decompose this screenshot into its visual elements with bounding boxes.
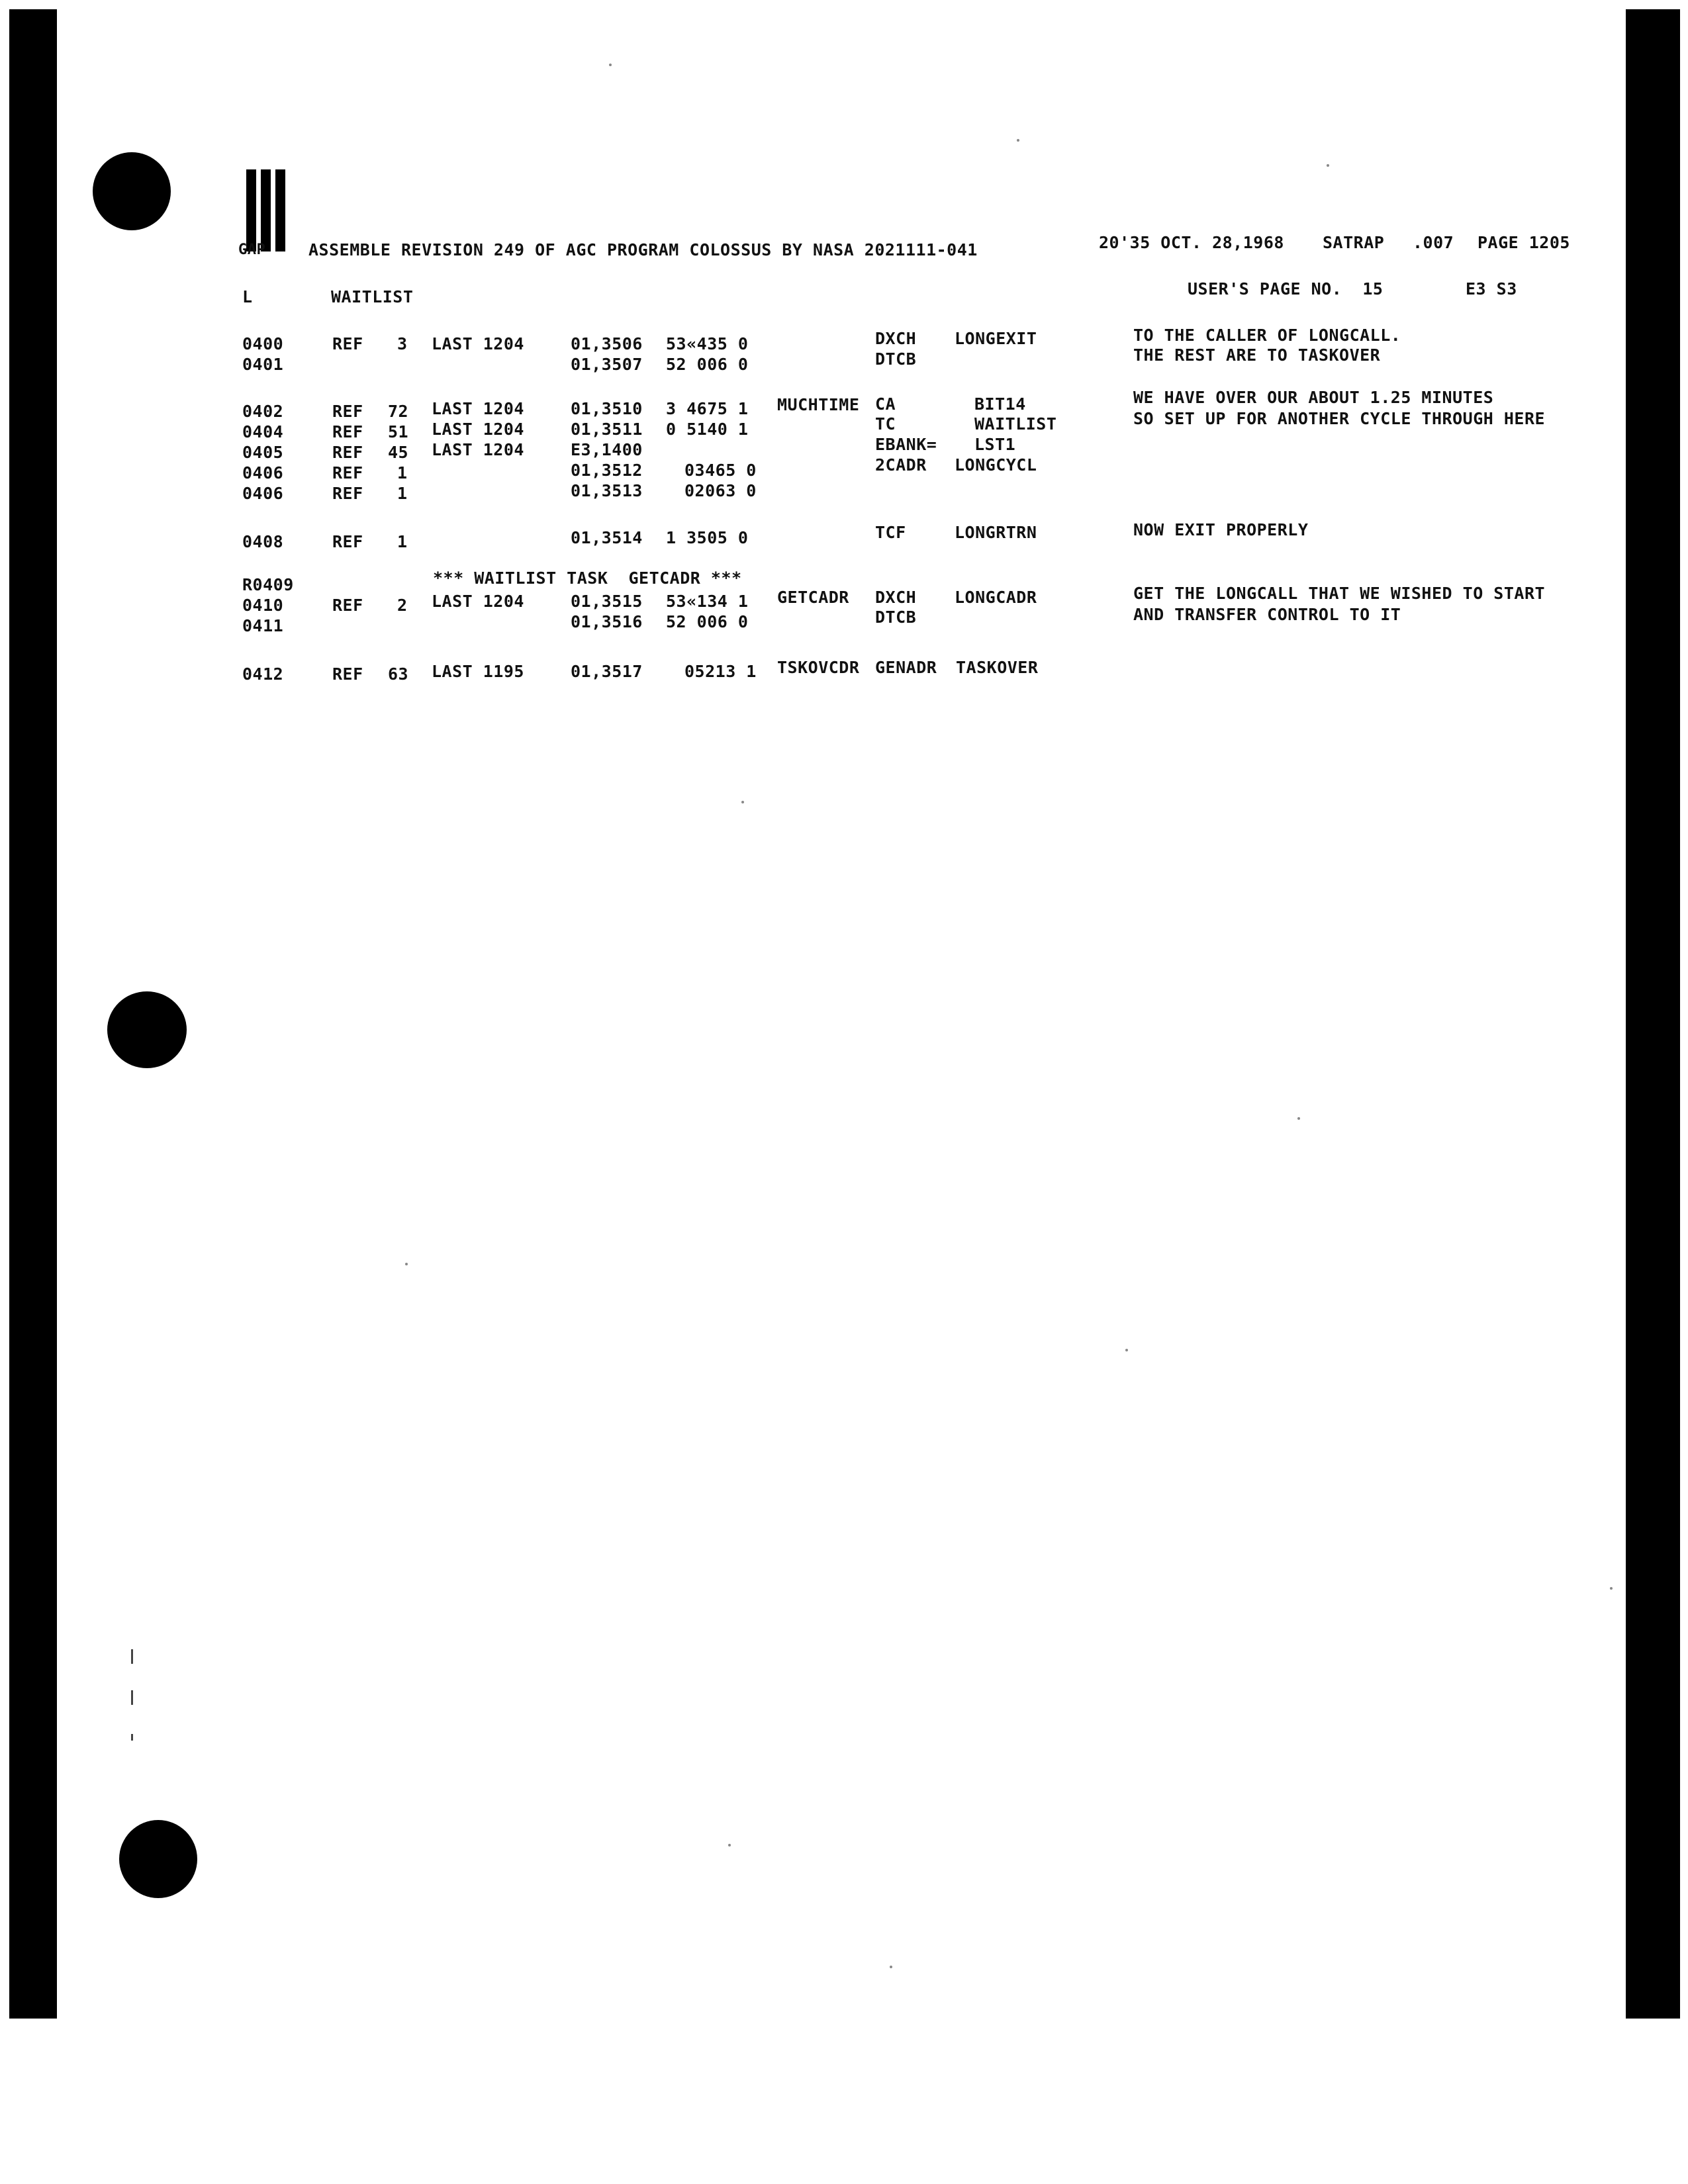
last-ref: LAST 1204 [432, 399, 524, 418]
operand: LONGRTRN [955, 523, 1037, 542]
margin-tick [131, 1649, 133, 1664]
ref-marker: REF [332, 532, 363, 551]
punch-hole-top [93, 152, 171, 230]
comment: SO SET UP FOR ANOTHER CYCLE THROUGH HERE [1133, 409, 1546, 428]
last-ref: LAST 1204 [432, 334, 524, 353]
address: 01,3517 [571, 662, 643, 681]
ref-count: 2 [397, 596, 408, 615]
bank-designation: E3 S3 [1466, 279, 1517, 298]
scan-speck [1125, 1349, 1128, 1351]
page-marker-bar-2 [261, 169, 271, 251]
scan-speck [728, 1844, 731, 1846]
last-ref: LAST 1204 [432, 440, 524, 459]
ref-count: 63 [388, 664, 409, 684]
symbol-label: GETCADR [777, 588, 849, 607]
opcode: GENADR [875, 658, 937, 677]
header-program: SATRAP [1323, 233, 1385, 252]
operand: LONGCYCL [955, 455, 1037, 475]
octal-code: 3 4675 1 [666, 399, 749, 418]
comment: WE HAVE OVER OUR ABOUT 1.25 MINUTES [1133, 388, 1494, 407]
comment: THE REST ARE TO TASKOVER [1133, 345, 1381, 365]
last-ref: LAST 1195 [432, 662, 524, 681]
octal-code: 02063 0 [684, 481, 757, 500]
last-ref: LAST 1204 [432, 592, 524, 611]
symbol-label: MUCHTIME [777, 395, 860, 414]
header-datetime: 20'35 OCT. 28,1968 [1099, 233, 1284, 252]
octal-code: 52 006 0 [666, 355, 749, 374]
remark-banner: *** WAITLIST TASK GETCADR *** [433, 569, 742, 588]
scan-speck [1017, 139, 1019, 142]
octal-code: 05213 1 [684, 662, 757, 681]
ref-count: 45 [388, 443, 409, 462]
line-number: 0404 [242, 422, 284, 441]
address: 01,3513 [571, 481, 643, 500]
ref-count: 72 [388, 402, 409, 421]
line-number: R0409 [242, 575, 294, 594]
address: 01,3510 [571, 399, 643, 418]
operand: LST1 [974, 435, 1016, 454]
octal-code: 0 5140 1 [666, 420, 749, 439]
line-number: 0412 [242, 664, 284, 684]
operand: WAITLIST [974, 414, 1057, 433]
ref-count: 51 [388, 422, 409, 441]
ref-marker: REF [332, 443, 363, 462]
line-number: 0405 [242, 443, 284, 462]
line-number: 0406 [242, 484, 284, 503]
section-name: WAITLIST [331, 287, 414, 306]
address: 01,3512 [571, 461, 643, 480]
ref-marker: REF [332, 484, 363, 503]
header-title: ASSEMBLE REVISION 249 OF AGC PROGRAM COLOSSUS BY NASA 2021111-041 [308, 240, 978, 259]
left-page-edge [9, 9, 57, 2019]
punch-hole-middle [107, 991, 187, 1068]
opcode: DXCH [875, 588, 917, 607]
operand: LONGEXIT [955, 329, 1037, 348]
ref-marker: REF [332, 664, 363, 684]
line-number: 0400 [242, 334, 284, 353]
comment: AND TRANSFER CONTROL TO IT [1133, 605, 1401, 624]
comment: NOW EXIT PROPERLY [1133, 520, 1309, 539]
line-number: 0411 [242, 616, 284, 635]
page-marker-bar-3 [275, 169, 285, 251]
last-ref: LAST 1204 [432, 420, 524, 439]
ref-count: 1 [397, 532, 408, 551]
ref-marker: REF [332, 463, 363, 482]
opcode: TC [875, 414, 896, 433]
address: 01,3507 [571, 355, 643, 374]
header-version: .007 [1413, 233, 1454, 252]
margin-tick [131, 1690, 133, 1705]
scan-speck [741, 801, 744, 803]
ref-count: 3 [397, 334, 408, 353]
line-number: 0408 [242, 532, 284, 551]
octal-code: 53«435 0 [666, 334, 749, 353]
line-number: 0401 [242, 355, 284, 374]
log-marker: L [242, 287, 253, 306]
comment: GET THE LONGCALL THAT WE WISHED TO START [1133, 584, 1546, 603]
opcode: DTCB [875, 608, 917, 627]
address: E3,1400 [571, 440, 643, 459]
scan-speck [890, 1966, 892, 1968]
opcode: DTCB [875, 349, 917, 369]
ref-marker: REF [332, 334, 363, 353]
symbol-label: TSKOVCDR [777, 658, 860, 677]
comment: TO THE CALLER OF LONGCALL. [1133, 326, 1401, 345]
opcode: 2CADR [875, 455, 927, 475]
octal-code: 1 3505 0 [666, 528, 749, 547]
line-number: 0410 [242, 596, 284, 615]
operand: LONGCADR [955, 588, 1037, 607]
opcode: CA [875, 394, 896, 414]
opcode: TCF [875, 523, 906, 542]
address: 01,3516 [571, 612, 643, 631]
octal-code: 03465 0 [684, 461, 757, 480]
right-page-edge [1626, 9, 1680, 2019]
margin-tick [131, 1734, 133, 1741]
operand: TASKOVER [956, 658, 1039, 677]
line-number: 0402 [242, 402, 284, 421]
address: 01,3514 [571, 528, 643, 547]
scan-speck [609, 64, 612, 66]
punch-hole-bottom [119, 1820, 197, 1898]
header-page: PAGE 1205 [1477, 233, 1570, 252]
operand: BIT14 [974, 394, 1026, 414]
ref-marker: REF [332, 422, 363, 441]
opcode: EBANK= [875, 435, 937, 454]
users-page-number: USER'S PAGE NO. 15 [1188, 279, 1383, 298]
scan-speck [1297, 1117, 1300, 1120]
page-marker-bar-1 [246, 169, 256, 251]
address: 01,3506 [571, 334, 643, 353]
octal-code: 52 006 0 [666, 612, 749, 631]
scan-speck [405, 1263, 408, 1265]
address: 01,3515 [571, 592, 643, 611]
ref-count: 1 [397, 484, 408, 503]
ref-marker: REF [332, 596, 363, 615]
octal-code: 53«134 1 [666, 592, 749, 611]
ref-marker: REF [332, 402, 363, 421]
opcode: DXCH [875, 329, 917, 348]
address: 01,3511 [571, 420, 643, 439]
ref-count: 1 [397, 463, 408, 482]
header-prefix: GAP [238, 242, 266, 258]
line-number: 0406 [242, 463, 284, 482]
scan-speck [1327, 164, 1329, 167]
scan-speck [1610, 1587, 1613, 1590]
